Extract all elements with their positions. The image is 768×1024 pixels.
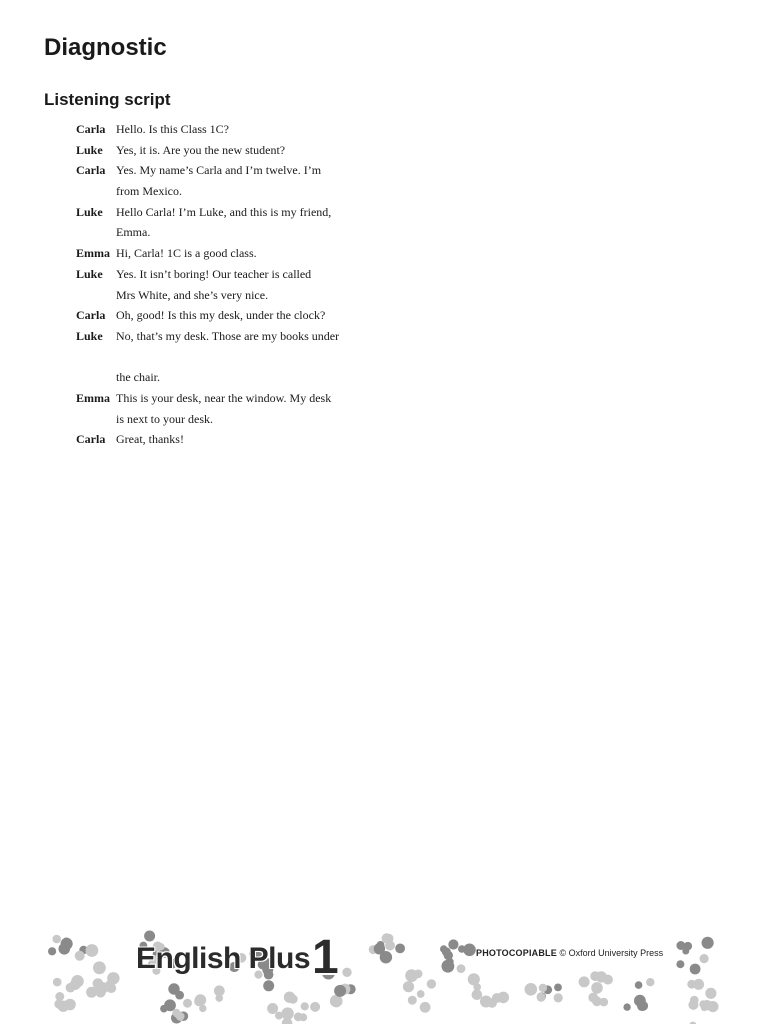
script-line <box>76 243 339 264</box>
dialogue-text: Emma. <box>116 225 151 240</box>
speaker-name: Emma <box>76 390 110 405</box>
speaker-name: Luke <box>76 328 103 343</box>
photocopiable-label: PHOTOCOPIABLE <box>476 948 557 958</box>
script-line-continuation <box>76 285 339 306</box>
script-line <box>76 305 339 326</box>
speaker-name: Carla <box>76 308 106 323</box>
script-line <box>76 429 339 450</box>
script-line <box>76 119 339 140</box>
speaker-name: Luke <box>76 204 103 219</box>
speaker-name: Carla <box>76 163 106 178</box>
copyright-text: © Oxford University Press <box>559 948 664 958</box>
script-line <box>76 264 339 285</box>
dialogue-text: Yes, it is. Are you the new student? <box>116 142 286 157</box>
script-line <box>76 140 339 161</box>
dialogue-text: Yes. My name’s Carla and I’m twelve. I’m <box>116 163 322 178</box>
dialogue-text: is next to your desk. <box>116 411 213 426</box>
dialogue-text: No, that’s my desk. Those are my books under <box>116 328 340 343</box>
script-line-continuation <box>76 409 339 430</box>
speaker-name: Emma <box>76 246 110 261</box>
script-line-continuation <box>76 222 339 243</box>
dialogue-text: Oh, good! Is this my desk, under the clock? <box>116 308 326 323</box>
script-line <box>76 160 339 181</box>
copyright-notice <box>476 948 663 958</box>
dialogue-text: the chair. <box>116 370 160 385</box>
script-line <box>76 326 339 367</box>
brand-logo: English Plus <box>136 942 311 975</box>
speaker-name: Luke <box>76 142 103 157</box>
speaker-name: Luke <box>76 266 103 281</box>
dialogue-text: Mrs White, and she’s very nice. <box>116 287 269 302</box>
script-line-continuation <box>76 367 339 388</box>
footer-banner <box>44 912 724 1024</box>
page-title: Diagnostic <box>44 34 167 61</box>
dialogue-text: This is your desk, near the window. My desk <box>116 390 332 405</box>
script-line <box>76 388 339 409</box>
dialogue-text: Great, thanks! <box>116 432 184 447</box>
speaker-name: Carla <box>76 122 106 136</box>
dialogue-text: Yes. It isn’t boring! Our teacher is called <box>116 266 312 281</box>
dialogue-text: Hello. Is this Class 1C? <box>116 122 229 136</box>
speaker-name: Carla <box>76 432 106 447</box>
listening-script <box>76 119 339 450</box>
dialogue-text: Hi, Carla! 1C is a good class. <box>116 246 257 261</box>
dialogue-text: Hello Carla! I’m Luke, and this is my friend, <box>116 204 332 219</box>
dialogue-text: from Mexico. <box>116 184 182 199</box>
script-line-continuation <box>76 181 339 202</box>
brand-level: 1 <box>312 931 339 984</box>
section-title: Listening script <box>44 90 171 109</box>
script-line <box>76 202 339 223</box>
